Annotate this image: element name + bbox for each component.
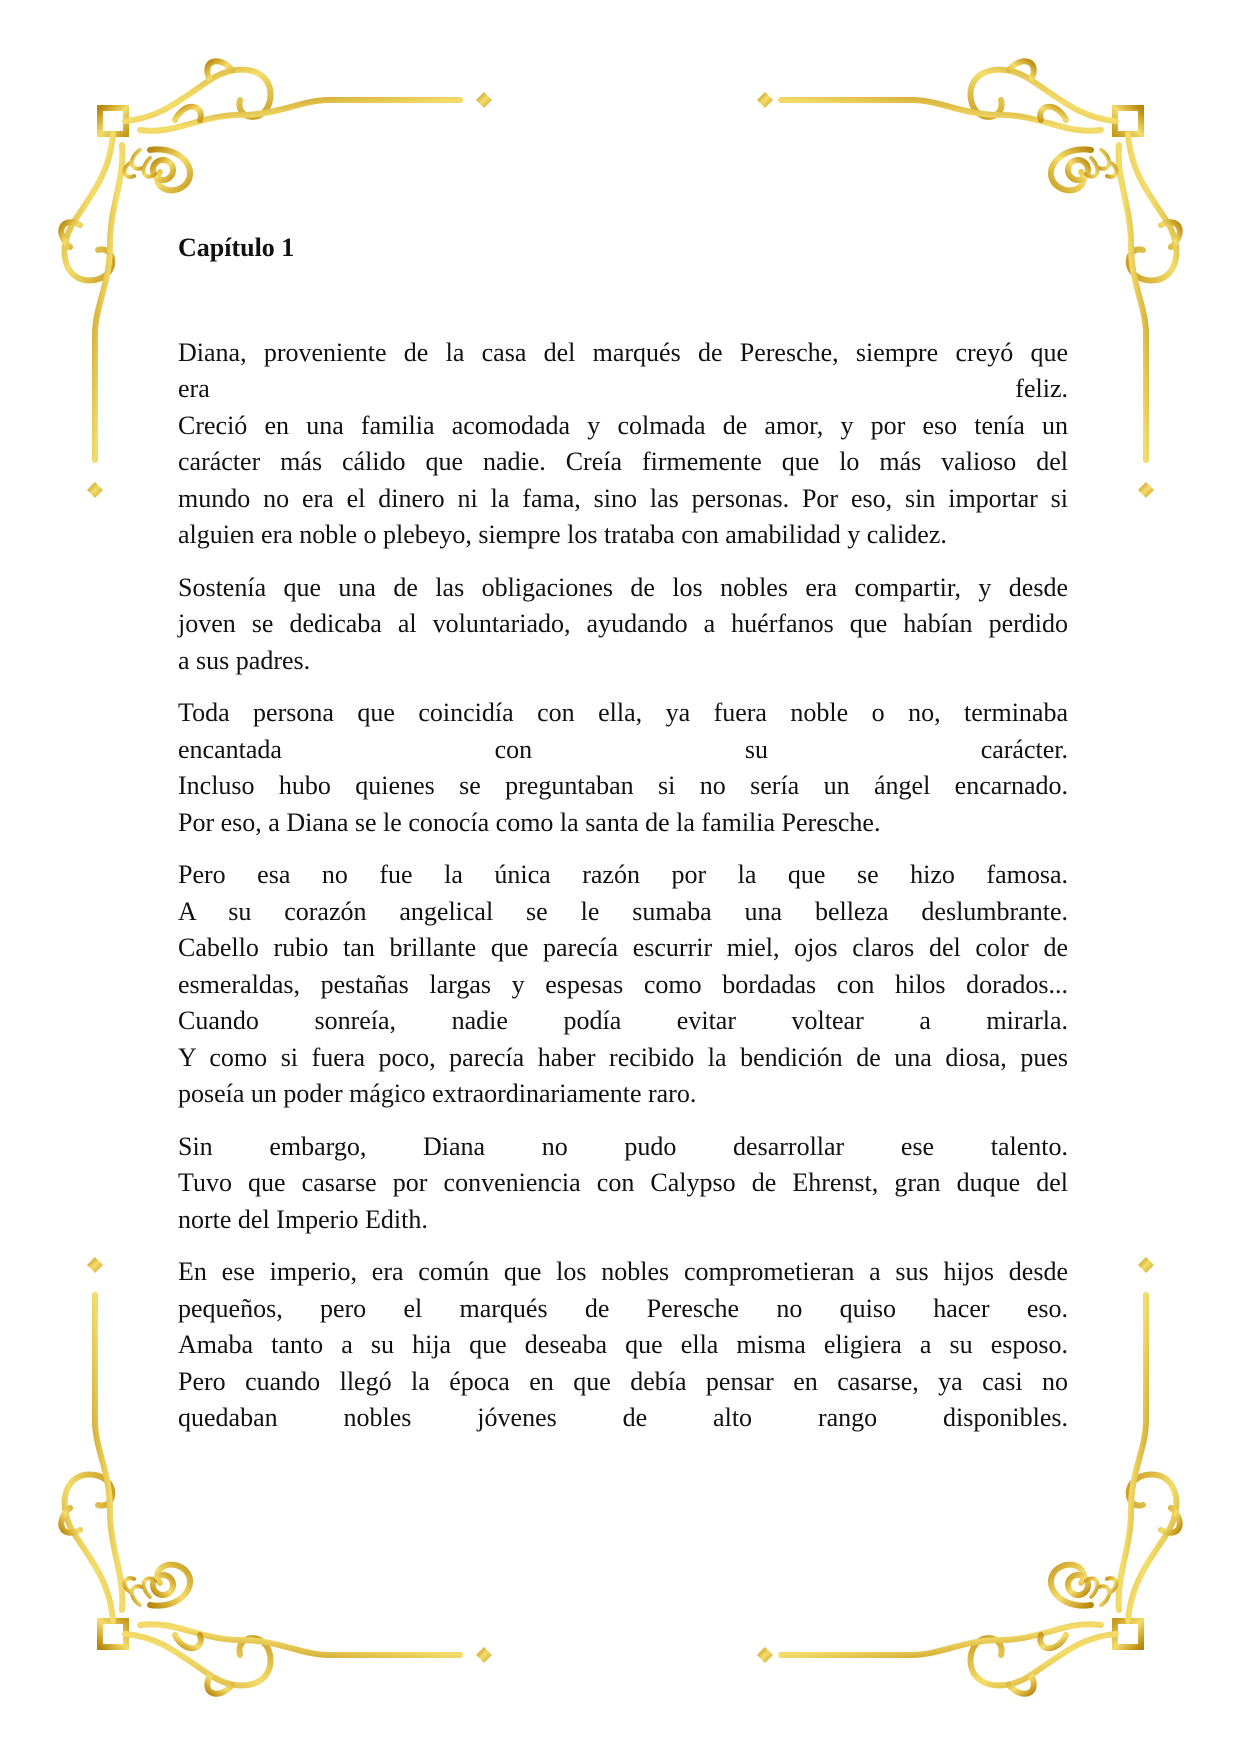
text-line: Toda persona que coincidía con ella, ya fuera noble o no, terminaba: [178, 698, 1068, 727]
text-line: Amaba tanto a su hija que deseaba que ella misma eligiera a su esposo.: [178, 1330, 1068, 1359]
text-line: a sus padres.: [178, 645, 311, 675]
text-line: era feliz.: [178, 374, 1068, 403]
text-line: pequeños, pero el marqués de Peresche no quiso hacer eso.: [178, 1293, 1068, 1323]
text-line: Diana, proveniente de la casa del marqués de Peresche, siempre creyó que: [178, 337, 1068, 367]
text-line: quedaban nobles jóvenes de alto rango disponibles.: [178, 1403, 1068, 1432]
paragraph: [178, 695, 1068, 841]
page-content: [178, 230, 1068, 1453]
text-line: A su corazón angelical se le sumaba una belleza deslumbrante.: [178, 896, 1068, 926]
text-line: Sin embargo, Diana no pudo desarrollar ese talento.: [178, 1131, 1068, 1161]
text-line: Cabello rubio tan brillante que parecía escurrir miel, ojos claros del color de: [178, 933, 1068, 962]
text-line: joven se dedicaba al voluntariado, ayudando a huérfanos que habían perdido: [178, 609, 1068, 638]
text-line: alguien era noble o plebeyo, siempre los trataba con amabilidad y calidez.: [178, 520, 947, 549]
chapter-body: [178, 335, 1068, 1437]
text-line: Creció en una familia acomodada y colmada de amor, y por eso tenía un: [178, 410, 1068, 440]
text-line: Pero esa no fue la única razón por la que se hizo famosa.: [178, 860, 1068, 889]
text-line: Tuvo que casarse por conveniencia con Calypso de Ehrenst, gran duque del: [178, 1168, 1068, 1197]
text-line: Pero cuando llegó la época en que debía pensar en casarse, ya casi no: [178, 1366, 1068, 1396]
paragraph: [178, 335, 1068, 554]
text-line: esmeraldas, pestañas largas y espesas como bordadas con hilos dorados...: [178, 969, 1068, 999]
text-line: Sostenía que una de las obligaciones de los nobles era compartir, y desde: [178, 572, 1068, 602]
text-line: En ese imperio, era común que los nobles comprometieran a sus hijos desde: [178, 1257, 1068, 1286]
text-line: encantada con su carácter.: [178, 734, 1068, 764]
paragraph: [178, 1129, 1068, 1239]
text-line: Incluso hubo quienes se preguntaban si no sería un ángel encarnado.: [178, 771, 1068, 800]
text-line: norte del Imperio Edith.: [178, 1204, 428, 1234]
text-line: Cuando sonreía, nadie podía evitar voltear a mirarla.: [178, 1006, 1068, 1035]
chapter-title: Capítulo 1: [178, 233, 295, 262]
text-line: Por eso, a Diana se le conocía como la santa de la familia Peresche.: [178, 807, 881, 837]
paragraph: [178, 1254, 1068, 1437]
paragraph: [178, 570, 1068, 680]
text-line: carácter más cálido que nadie. Creía firmemente que lo más valioso del: [178, 447, 1068, 476]
text-line: poseía un poder mágico extraordinariamente raro.: [178, 1079, 697, 1108]
text-line: Y como si fuera poco, parecía haber recibido la bendición de una diosa, pues: [178, 1042, 1068, 1072]
text-line: mundo no era el dinero ni la fama, sino las personas. Por eso, sin importar si: [178, 483, 1068, 513]
paragraph: [178, 857, 1068, 1113]
